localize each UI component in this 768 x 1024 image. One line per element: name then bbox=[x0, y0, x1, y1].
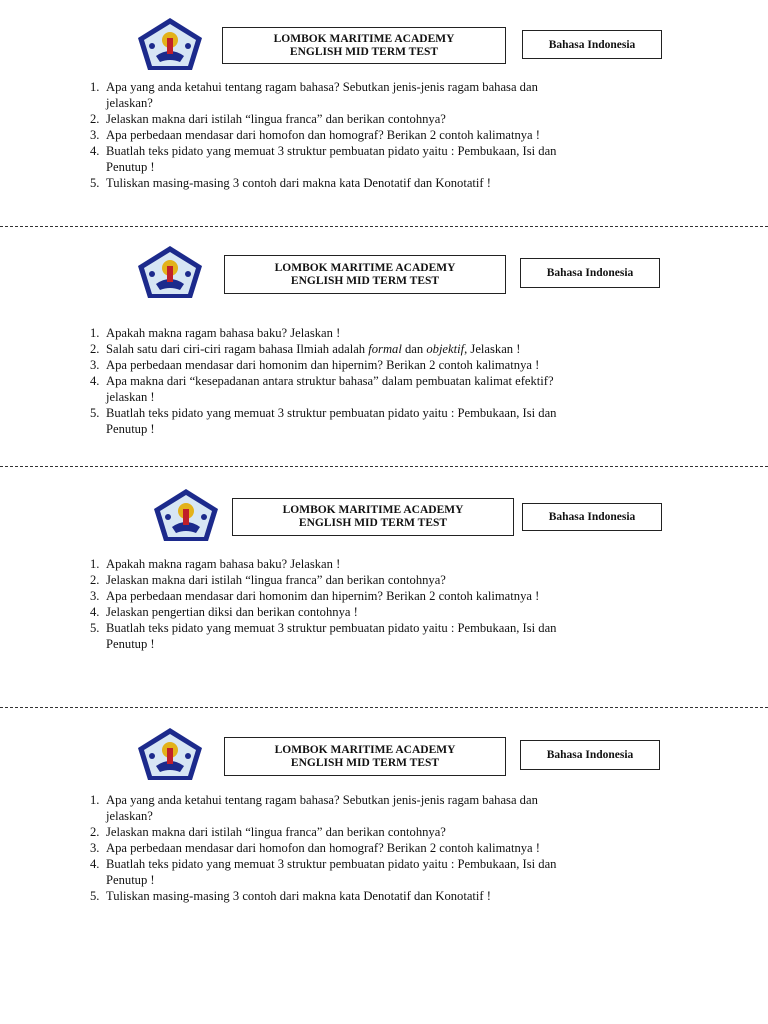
question-item: 1. Apa yang anda ketahui tentang ragam bahasa? Sebutkan jenis-jenis ragam bahasa dan jelaskan? bbox=[90, 793, 538, 823]
question-item: 2. Jelaskan makna dari istilah “lingua franca” dan berikan contohnya? bbox=[90, 112, 446, 126]
test-name: ENGLISH MID TERM TEST bbox=[290, 274, 440, 287]
question-item: 3. Apa perbedaan mendasar dari homofon dan homograf? Berikan 2 contoh kalimatnya ! bbox=[90, 841, 540, 855]
question-item: 5. Buatlah teks pidato yang memuat 3 struktur pembuatan pidato yaitu : Pembukaan, Isi dan Penutup ! bbox=[90, 621, 557, 651]
question-item: 1. Apakah makna ragam bahasa baku? Jelaskan ! bbox=[90, 557, 341, 571]
academy-crest-icon bbox=[136, 244, 204, 300]
question-list bbox=[90, 325, 666, 437]
question-item: 4. Buatlah teks pidato yang memuat 3 struktur pembuatan pidato yaitu : Pembukaan, Isi dan Penutup ! bbox=[90, 857, 557, 887]
subject-label bbox=[520, 258, 660, 288]
academy-crest-icon bbox=[152, 487, 220, 543]
title-box bbox=[222, 27, 506, 64]
title-box bbox=[232, 498, 514, 536]
academy-crest-icon bbox=[136, 16, 204, 72]
academy-name: LOMBOK MARITIME ACADEMY bbox=[274, 261, 456, 274]
test-name: ENGLISH MID TERM TEST bbox=[298, 517, 448, 529]
question-item: 5. Tuliskan masing-masing 3 contoh dari makna kata Denotatif dan Konotatif ! bbox=[90, 176, 491, 190]
question-item: 4. Buatlah teks pidato yang memuat 3 struktur pembuatan pidato yaitu : Pembukaan, Isi dan Penutup ! bbox=[90, 144, 557, 174]
question-item: 5. Tuliskan masing-masing 3 contoh dari makna kata Denotatif dan Konotatif ! bbox=[90, 889, 491, 903]
question-item: 2. Salah satu dari ciri-ciri ragam bahasa Ilmiah adalah formal dan objektif, Jelaskan ! bbox=[90, 342, 521, 356]
question-list bbox=[90, 556, 666, 652]
academy-name: LOMBOK MARITIME ACADEMY bbox=[282, 504, 464, 516]
question-list bbox=[90, 79, 666, 191]
academy-crest-icon bbox=[136, 726, 204, 782]
question-item: 3. Apa perbedaan mendasar dari homofon dan homograf? Berikan 2 contoh kalimatnya ! bbox=[90, 128, 540, 142]
question-item: 3. Apa perbedaan mendasar dari homonim dan hipernim? Berikan 2 contoh kalimatnya ! bbox=[90, 358, 540, 372]
cut-line bbox=[0, 707, 768, 708]
subject-label bbox=[520, 740, 660, 770]
subject-text: Bahasa Indonesia bbox=[546, 749, 634, 761]
question-item: 4. Jelaskan pengertian diksi dan berikan contohnya ! bbox=[90, 605, 358, 619]
test-name: ENGLISH MID TERM TEST bbox=[290, 756, 440, 769]
title-box bbox=[224, 255, 506, 294]
title-box bbox=[224, 737, 506, 776]
question-item: 1. Apa yang anda ketahui tentang ragam bahasa? Sebutkan jenis-jenis ragam bahasa dan jelaskan? bbox=[90, 80, 538, 110]
subject-text: Bahasa Indonesia bbox=[548, 38, 636, 51]
academy-name: LOMBOK MARITIME ACADEMY bbox=[273, 32, 455, 45]
subject-text: Bahasa Indonesia bbox=[546, 267, 634, 279]
question-item: 2. Jelaskan makna dari istilah “lingua franca” dan berikan contohnya? bbox=[90, 825, 446, 839]
cut-line bbox=[0, 466, 768, 467]
question-item: 4. Apa makna dari “kesepadanan antara struktur bahasa” dalam pembuatan kalimat efektif? jelaskan ! bbox=[90, 374, 554, 404]
question-item: 1. Apakah makna ragam bahasa baku? Jelaskan ! bbox=[90, 326, 341, 340]
question-item: 3. Apa perbedaan mendasar dari homonim dan hipernim? Berikan 2 contoh kalimatnya ! bbox=[90, 589, 540, 603]
cut-line bbox=[0, 226, 768, 227]
question-item: 2. Jelaskan makna dari istilah “lingua franca” dan berikan contohnya? bbox=[90, 573, 446, 587]
question-item: 5. Buatlah teks pidato yang memuat 3 struktur pembuatan pidato yaitu : Pembukaan, Isi dan Penutup ! bbox=[90, 406, 557, 436]
subject-label bbox=[522, 503, 662, 531]
question-list bbox=[90, 792, 666, 904]
subject-text: Bahasa Indonesia bbox=[548, 511, 636, 523]
test-name: ENGLISH MID TERM TEST bbox=[289, 45, 439, 58]
academy-name: LOMBOK MARITIME ACADEMY bbox=[274, 743, 456, 756]
subject-label bbox=[522, 30, 662, 59]
